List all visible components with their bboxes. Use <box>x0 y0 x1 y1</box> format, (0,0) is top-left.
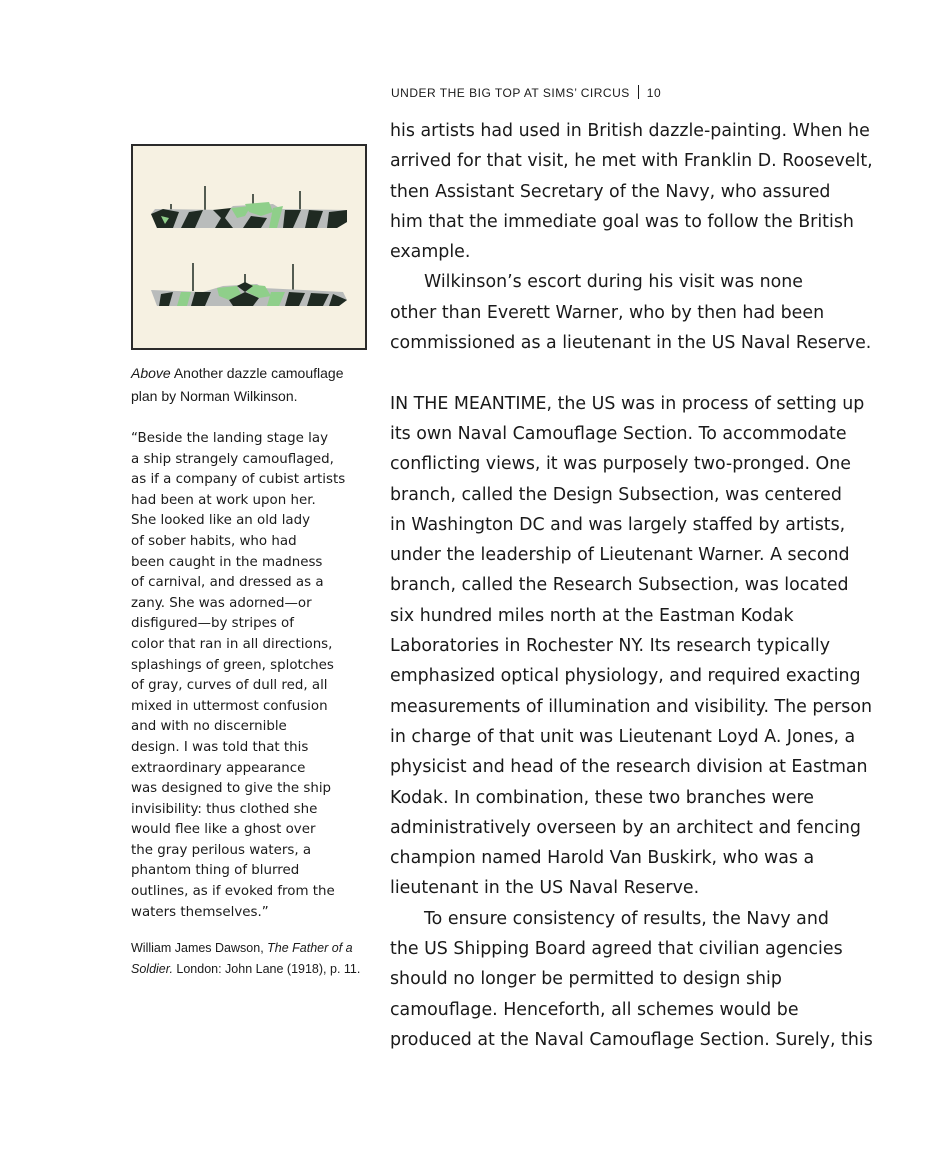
body-line: should no longer be permitted to design ship <box>390 969 782 990</box>
paragraph-4 <box>390 904 890 1055</box>
quote-line: disfigured—by stripes of <box>131 616 294 632</box>
body-line: measurements of illumination and visibility. The person <box>390 696 872 717</box>
body-line: its own Naval Camouflage Section. To accommodate <box>390 423 847 444</box>
quote-line: waters themselves.” <box>131 904 269 920</box>
main-body-text <box>390 116 890 1055</box>
quote-line: design. I was told that this <box>131 739 309 755</box>
body-line: commissioned as a lieutenant in the US Naval Reserve. <box>390 333 872 354</box>
body-line: Wilkinson’s escort during his visit was none <box>424 272 803 293</box>
paragraph-2 <box>390 267 890 358</box>
body-line: six hundred miles north at the Eastman Kodak <box>390 605 794 626</box>
caption-lead: Above <box>131 365 171 381</box>
body-line: administratively overseen by an architect and fencing <box>390 817 861 838</box>
quote-line: “Beside the landing stage lay <box>131 431 329 446</box>
body-line: his artists had used in British dazzle-painting. When he <box>390 121 870 141</box>
figure-caption <box>131 362 371 408</box>
quote-line: the gray perilous waters, a <box>131 842 312 858</box>
quote-line: splashings of green, splotches <box>131 657 334 673</box>
body-line: Kodak. In combination, these two branches were <box>390 787 814 808</box>
body-line: other than Everett Warner, who by then had been <box>390 302 825 323</box>
body-line: Laboratories in Rochester NY. Its research typically <box>390 636 831 657</box>
body-line: physicist and head of the research division at Eastman <box>390 757 868 778</box>
running-head-title: UNDER THE BIG TOP AT SIMS’ CIRCUS <box>391 86 630 100</box>
body-line: him that the immediate goal was to follow the British <box>390 211 854 232</box>
body-line: branch, called the Research Subsection, was located <box>390 575 849 596</box>
quote-line: of sober habits, who had <box>131 533 297 549</box>
running-head-divider <box>638 85 639 99</box>
body-line: emphasized optical physiology, and required exacting <box>390 666 861 687</box>
body-line: then Assistant Secretary of the Navy, who assured <box>390 181 831 202</box>
attribution-author: William James Dawson, <box>131 941 268 955</box>
quote-line: invisibility: thus clothed she <box>131 801 318 817</box>
ship-bottom-illustration <box>151 263 347 306</box>
body-line: example. <box>390 242 471 263</box>
attribution-work-title: The Father of a <box>267 941 353 955</box>
quote-line: and with no discernible <box>131 719 287 735</box>
quote-line: phantom thing of blurred <box>131 863 300 879</box>
body-line: arrived for that visit, he met with Franklin D. Roosevelt, <box>390 151 873 172</box>
body-line: lieutenant in the US Naval Reserve. <box>390 878 700 899</box>
quote-line: as if a company of cubist artists <box>131 472 346 488</box>
body-line: IN THE MEANTIME, the US was in process of setting up <box>390 393 865 414</box>
body-line: produced at the Naval Camouflage Section. Surely, this <box>390 1029 873 1050</box>
quote-line: been caught in the madness <box>131 554 323 570</box>
paragraph-3 <box>390 389 890 904</box>
caption-text: Another dazzle camouflage <box>170 365 344 381</box>
body-line: champion named Harold Van Buskirk, who was a <box>390 848 815 869</box>
sidebar-quote <box>131 429 371 923</box>
body-line: in Washington DC and was largely staffed by artists, <box>390 514 846 535</box>
paragraph-1 <box>390 116 890 267</box>
body-line: branch, called the Design Subsection, was centered <box>390 484 842 505</box>
caption-text-line2: plan by Norman Wilkinson. <box>131 388 298 404</box>
quote-line: mixed in uttermost confusion <box>131 698 328 714</box>
body-line: in charge of that unit was Lieutenant Loyd A. Jones, a <box>390 726 856 747</box>
body-line: camouflage. Henceforth, all schemes would be <box>390 999 799 1020</box>
attribution-work-title-line2: Soldier. <box>131 962 173 976</box>
dazzle-camouflage-figure <box>131 144 367 350</box>
quote-line: color that ran in all directions, <box>131 636 333 652</box>
quote-line: of carnival, and dressed as a <box>131 575 324 591</box>
section-break <box>390 358 890 388</box>
body-line: conflicting views, it was purposely two-pronged. One <box>390 454 851 475</box>
body-line: the US Shipping Board agreed that civilian agencies <box>390 939 843 960</box>
page-number: 10 <box>646 86 662 100</box>
attribution-details: London: John Lane (1918), p. 11. <box>172 962 361 976</box>
quote-line: outlines, as if evoked from the <box>131 884 335 900</box>
quote-line: She looked like an old lady <box>131 513 311 529</box>
quote-line: was designed to give the ship <box>131 781 332 797</box>
body-line: under the leadership of Lieutenant Warner. A second <box>390 545 850 566</box>
quote-attribution <box>131 938 371 980</box>
quote-line: zany. She was adorned—or <box>131 595 312 611</box>
quote-line: of gray, curves of dull red, all <box>131 678 328 694</box>
ship-top-illustration <box>151 186 347 228</box>
running-head <box>391 85 661 100</box>
dazzle-ship-illustration <box>133 146 365 348</box>
quote-line: would flee like a ghost over <box>131 822 316 838</box>
quote-line: had been at work upon her. <box>131 492 316 508</box>
quote-line: extraordinary appearance <box>131 760 306 776</box>
body-line: To ensure consistency of results, the Navy and <box>424 908 829 929</box>
quote-line: a ship strangely camouflaged, <box>131 451 334 467</box>
